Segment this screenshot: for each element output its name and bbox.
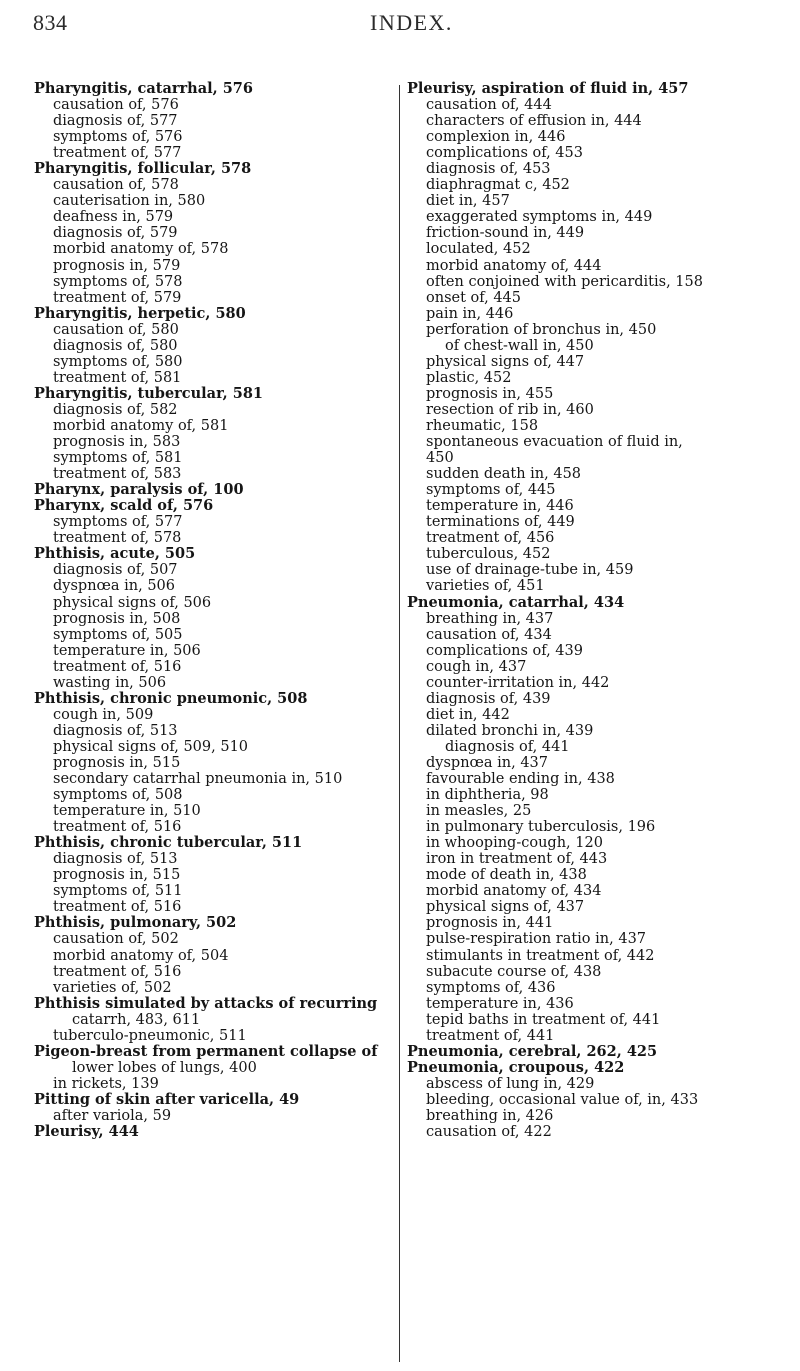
- running-head: INDEX.: [370, 10, 453, 35]
- index-entry-sub: morbid anatomy of, 504: [53, 947, 229, 964]
- index-entry-sub: in rickets, 139: [53, 1075, 159, 1092]
- index-entry-sub: treatment of, 516: [53, 963, 182, 980]
- index-entry-sub: diet in, 442: [426, 706, 510, 723]
- index-entry-heading: Pleurisy, 444: [34, 1123, 139, 1141]
- index-entry-sub: causation of, 578: [53, 177, 179, 194]
- index-entry-sub: morbid anatomy of, 444: [426, 257, 602, 274]
- index-entry-sub: tepid baths in treatment of, 441: [426, 1011, 661, 1028]
- index-entry-sub: in pulmonary tuberculosis, 196: [426, 819, 656, 836]
- index-entry-sub: plastic, 452: [426, 369, 512, 386]
- index-entry-sub: in whooping-cough, 120: [426, 835, 603, 852]
- index-entry-sub: treatment of, 441: [426, 1027, 555, 1044]
- index-entry-sub: temperature in, 506: [53, 642, 201, 659]
- index-entry-sub: cauterisation in, 580: [53, 193, 206, 210]
- index-entry-sub: prognosis in, 579: [53, 257, 181, 274]
- index-entry-sub: physical signs of, 447: [426, 353, 585, 370]
- index-entry-sub: after variola, 59: [53, 1108, 172, 1124]
- index-entry-sub: diagnosis of, 453: [426, 161, 551, 178]
- index-entry-sub: catarrh, 483, 611: [72, 1011, 201, 1028]
- index-entry-sub: onset of, 445: [426, 289, 522, 306]
- index-entry-sub: dilated bronchi in, 439: [426, 722, 594, 739]
- index-entry-sub: causation of, 502: [53, 931, 179, 948]
- index-entry-sub: breathing in, 426: [426, 1108, 554, 1124]
- index-entry-sub: stimulants in treatment of, 442: [426, 947, 655, 964]
- index-entry-sub: causation of, 576: [53, 97, 179, 114]
- index-entry-sub: diet in, 457: [426, 193, 510, 210]
- index-entry-sub: of chest-wall in, 450: [445, 337, 594, 354]
- index-entry-sub: pain in, 446: [426, 305, 514, 322]
- index-entry-sub: symptoms of, 436: [426, 979, 556, 996]
- index-entry-sub: diagnosis of, 579: [53, 225, 178, 242]
- index-entry-sub: symptoms of, 580: [53, 353, 183, 370]
- index-entry-heading: Pharynx, paralysis of, 100: [34, 481, 244, 499]
- index-entry-sub: morbid anatomy of, 578: [53, 241, 229, 258]
- index-entry-sub: treatment of, 516: [53, 819, 182, 836]
- index-entry-sub: symptoms of, 576: [53, 129, 183, 146]
- index-entry-sub: use of drainage-tube in, 459: [426, 562, 634, 579]
- index-entry-sub: loculated, 452: [426, 241, 531, 258]
- index-entry-sub: cough in, 509: [53, 706, 154, 723]
- index-entry-sub: dyspnœa in, 437: [426, 754, 548, 771]
- index-entry-heading: Pharyngitis, follicular, 578: [34, 160, 252, 178]
- index-entry-heading: Pneumonia, croupous, 422: [407, 1058, 625, 1076]
- index-entry-sub: physical signs of, 506: [53, 594, 212, 611]
- index-entry-sub: complications of, 453: [426, 145, 583, 162]
- index-entry-heading: Pleurisy, aspiration of fluid in, 457: [407, 81, 689, 97]
- index-entry-sub: symptoms of, 578: [53, 273, 183, 290]
- index-entry-sub: causation of, 434: [426, 626, 552, 643]
- index-entry-sub: treatment of, 583: [53, 466, 182, 483]
- index-entry-sub: symptoms of, 577: [53, 514, 183, 531]
- index-entry-sub: causation of, 422: [426, 1124, 552, 1141]
- index-entry-sub: diagnosis of, 577: [53, 113, 178, 130]
- index-entry-sub: secondary catarrhal pneumonia in, 510: [53, 771, 343, 788]
- index-entry-sub: diaphragmat c, 452: [426, 177, 570, 194]
- index-entry-sub: lower lobes of lungs, 400: [72, 1059, 257, 1076]
- index-entry-sub: complexion in, 446: [426, 129, 566, 146]
- page-header: [0, 8, 800, 48]
- index-entry-heading: Pharyngitis, tubercular, 581: [34, 384, 264, 402]
- index-entry-sub: symptoms of, 581: [53, 450, 183, 467]
- index-entry-heading: Pitting of skin after varicella, 49: [34, 1090, 300, 1108]
- index-entry-sub: diagnosis of, 580: [53, 337, 178, 354]
- index-entry-sub: cough in, 437: [426, 658, 527, 675]
- index-entry-heading: Phthisis simulated by attacks of recurring: [34, 994, 378, 1012]
- index-entry-sub: temperature in, 446: [426, 498, 574, 515]
- index-entry-sub: in measles, 25: [426, 803, 532, 820]
- index-entry-sub: deafness in, 579: [53, 209, 174, 226]
- index-entry-heading: Pharyngitis, catarrhal, 576: [34, 81, 253, 97]
- index-entry-sub: breathing in, 437: [426, 610, 554, 627]
- index-entry-sub: varieties of, 451: [426, 578, 545, 595]
- index-entry-sub: sudden death in, 458: [426, 466, 582, 483]
- index-entry-heading: Pneumonia, catarrhal, 434: [407, 593, 625, 611]
- index-entry-sub: physical signs of, 509, 510: [53, 738, 249, 755]
- index-entry-sub: bleeding, occasional value of, in, 433: [426, 1091, 699, 1108]
- index-entry-sub: resection of rib in, 460: [426, 401, 594, 418]
- index-entry-sub: diagnosis of, 439: [426, 690, 551, 707]
- index-entry-heading: Phthisis, pulmonary, 502: [34, 914, 237, 932]
- index-entry-sub: treatment of, 516: [53, 658, 182, 675]
- index-entry-sub: treatment of, 581: [53, 369, 182, 386]
- index-column-right: [400, 81, 800, 1371]
- index-entry-sub: treatment of, 578: [53, 530, 182, 547]
- index-entry-sub: favourable ending in, 438: [426, 771, 615, 788]
- index-entry-sub: tuberculo-pneumonic, 511: [53, 1027, 247, 1044]
- index-entry-sub: rheumatic, 158: [426, 417, 539, 434]
- index-entry-sub: 450: [426, 450, 454, 467]
- index-entry-sub: tuberculous, 452: [426, 546, 551, 563]
- index-entry-sub: prognosis in, 455: [426, 385, 554, 402]
- index-entry-sub: treatment of, 577: [53, 145, 182, 162]
- index-entry-heading: Pharynx, scald of, 576: [34, 497, 214, 515]
- index-entry-sub: symptoms of, 511: [53, 883, 183, 900]
- index-entry-sub: subacute course of, 438: [426, 963, 602, 980]
- index-entry-sub: symptoms of, 445: [426, 482, 556, 499]
- index-entry-sub: characters of effusion in, 444: [426, 113, 642, 130]
- index-entry-sub: mode of death in, 438: [426, 867, 587, 884]
- index-entry-sub: prognosis in, 515: [53, 754, 181, 771]
- index-entry-sub: treatment of, 516: [53, 899, 182, 916]
- index-entry-sub: temperature in, 510: [53, 803, 201, 820]
- index-entry-sub: morbid anatomy of, 434: [426, 883, 602, 900]
- index-entry-sub: exaggerated symptoms in, 449: [426, 209, 653, 226]
- index-entry-heading: Pigeon-breast from permanent collapse of: [34, 1042, 378, 1060]
- index-entry-sub: spontaneous evacuation of fluid in,: [426, 434, 683, 451]
- index-entry-sub: symptoms of, 505: [53, 626, 183, 643]
- index-entry-sub: iron in treatment of, 443: [426, 851, 608, 868]
- index-entry-sub: morbid anatomy of, 581: [53, 417, 229, 434]
- index-entry-sub: pulse-respiration ratio in, 437: [426, 931, 647, 948]
- index-entry-sub: prognosis in, 508: [53, 610, 181, 627]
- index-entry-sub: dyspnœa in, 506: [53, 578, 175, 595]
- index-entry-sub: counter-irritation in, 442: [426, 674, 610, 691]
- index-entry-sub: abscess of lung in, 429: [426, 1075, 595, 1092]
- index-entry-sub: diagnosis of, 507: [53, 562, 178, 579]
- index-entry-sub: prognosis in, 515: [53, 867, 181, 884]
- index-entry-heading: Phthisis, chronic pneumonic, 508: [34, 689, 308, 707]
- index-entry-sub: diagnosis of, 582: [53, 401, 178, 418]
- index-entry-sub: wasting in, 506: [53, 674, 167, 691]
- index-entry-heading: Pharyngitis, herpetic, 580: [34, 304, 246, 322]
- index-entry-sub: symptoms of, 508: [53, 787, 183, 804]
- index-entry-sub: complications of, 439: [426, 642, 583, 659]
- index-entry-sub: prognosis in, 583: [53, 434, 181, 451]
- index-entry-heading: Pneumonia, cerebral, 262, 425: [407, 1042, 658, 1060]
- index-entry-sub: causation of, 580: [53, 321, 179, 338]
- index-entry-sub: terminations of, 449: [426, 514, 575, 531]
- index-entry-sub: causation of, 444: [426, 97, 552, 114]
- index-entry-sub: prognosis in, 441: [426, 915, 554, 932]
- index-entry-sub: varieties of, 502: [53, 979, 172, 996]
- index-entry-sub: treatment of, 579: [53, 289, 182, 306]
- index-column-left: [34, 81, 400, 1371]
- index-entry-heading: Phthisis, chronic tubercular, 511: [34, 834, 303, 852]
- index-entry-sub: physical signs of, 437: [426, 899, 585, 916]
- index-entry-sub: in diphtheria, 98: [426, 787, 549, 804]
- index-entry-sub: often conjoined with pericarditis, 158: [426, 273, 703, 290]
- index-entry-sub: friction-sound in, 449: [426, 225, 585, 242]
- index-entry-sub: treatment of, 456: [426, 530, 555, 547]
- page-number: 834: [33, 10, 68, 35]
- index-entry-sub: diagnosis of, 513: [53, 851, 178, 868]
- index-entry-sub: diagnosis of, 441: [445, 738, 570, 755]
- index-entry-heading: Phthisis, acute, 505: [34, 545, 196, 563]
- index-entry-sub: temperature in, 436: [426, 995, 574, 1012]
- index-entry-sub: perforation of bronchus in, 450: [426, 321, 657, 338]
- index-entry-sub: diagnosis of, 513: [53, 722, 178, 739]
